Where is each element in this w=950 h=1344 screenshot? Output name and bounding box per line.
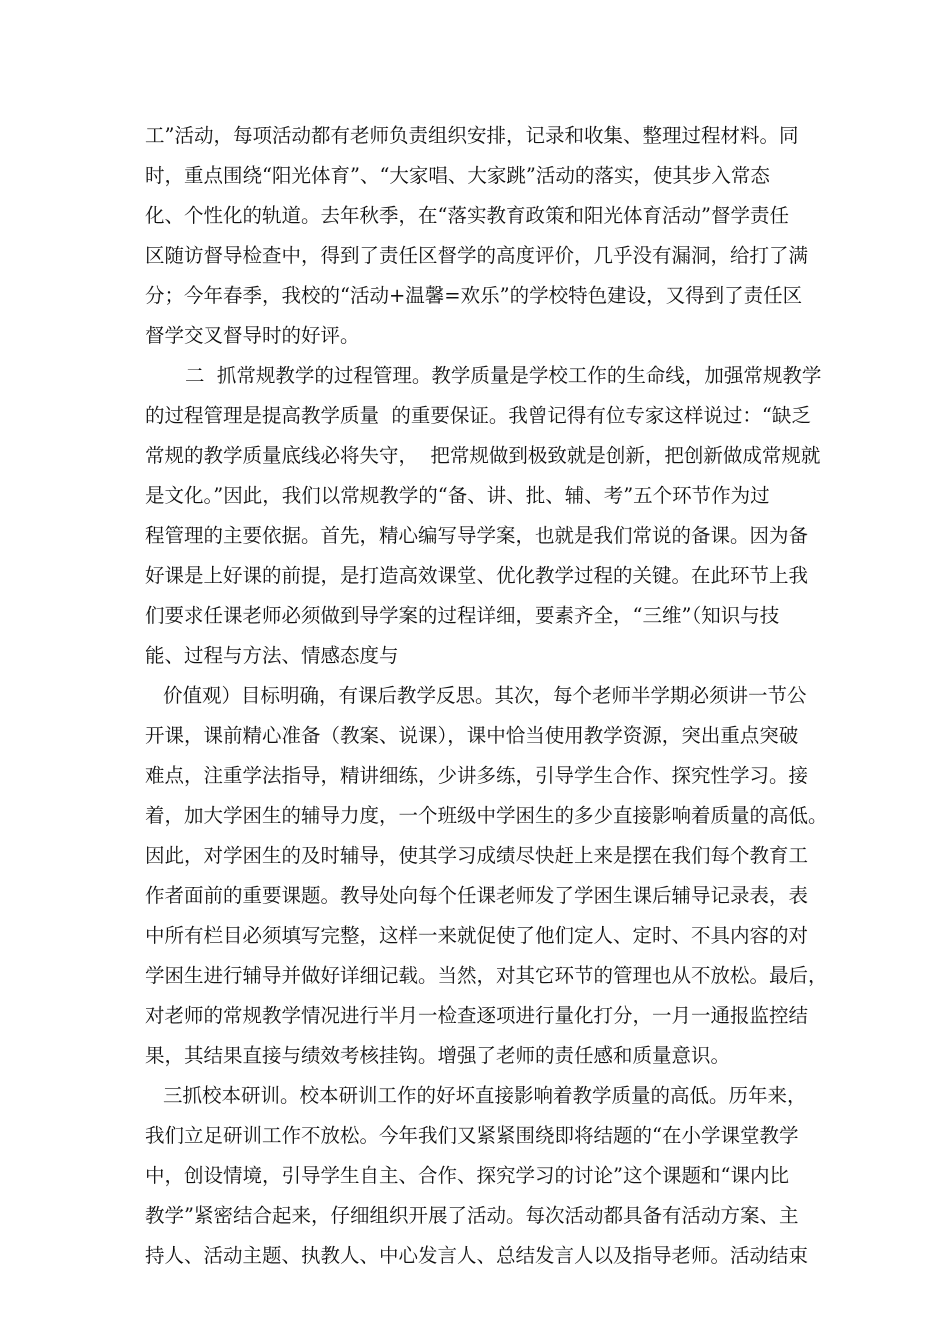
text-line: 二 抓常规教学的过程管理。教学质量是学校工作的生命线，加强常规教学 bbox=[185, 364, 822, 387]
text-line: 因此，对学困生的及时辅导，使其学习成绩尽快赶上来是摆在我们每个教育工 bbox=[145, 844, 809, 867]
text-line: 着，加大学困生的辅导力度，一个班级中学困生的多少直接影响着质量的高低。 bbox=[145, 804, 828, 827]
text-line: 化、个性化的轨道。去年秋季，在“落实教育政策和阳光体育活动”督学责任 bbox=[145, 204, 789, 227]
text-line: 我们立足研训工作不放松。今年我们又紧紧围绕即将结题的“在小学课堂教学 bbox=[145, 1124, 799, 1147]
text-line: 持人、活动主题、执教人、中心发言人、总结发言人以及指导老师。活动结束 bbox=[145, 1244, 809, 1267]
text-line: 程管理的主要依据。首先，精心编写导学案，也就是我们常说的备课。因为备 bbox=[145, 524, 809, 547]
text-line: 开课，课前精心准备（教案、说课），课中恰当使用教学资源，突出重点突破 bbox=[145, 724, 799, 747]
text-line: 能、过程与方法、情感态度与 bbox=[145, 644, 399, 667]
text-line: 常规的教学质量底线必将失守， 把常规做到极致就是创新，把创新做成常规就 bbox=[145, 444, 821, 467]
text-line: 督学交叉督导时的好评。 bbox=[145, 324, 360, 347]
text-line: 时，重点围绕“阳光体育”、“大家唱、大家跳”活动的落实，使其步入常态 bbox=[145, 164, 770, 187]
text-line: 们要求任课老师必须做到导学案的过程详细，要素齐全，“三维”（知识与技 bbox=[145, 604, 780, 627]
text-line: 的过程管理是提高教学质量 的重要保证。我曾记得有位专家这样说过：“缺乏 bbox=[145, 404, 811, 427]
text-line: 价值观）目标明确，有课后教学反思。其次，每个老师半学期必须讲一节公 bbox=[163, 684, 807, 707]
text-line: 对老师的常规教学情况进行半月一检查逐项进行量化打分，一月一通报监控结 bbox=[145, 1004, 809, 1027]
text-line: 是文化。”因此，我们以常规教学的“备、讲、批、辅、考”五个环节作为过 bbox=[145, 484, 770, 507]
text-line: 中所有栏目必须填写完整，这样一来就促使了他们定人、定时、不具内容的对 bbox=[145, 924, 809, 947]
text-line: 教学”紧密结合起来，仔细组织开展了活动。每次活动都具备有活动方案、主 bbox=[145, 1204, 799, 1227]
text-line: 作者面前的重要课题。教导处向每个任课老师发了学困生课后辅导记录表，表 bbox=[145, 884, 809, 907]
text-line: 学困生进行辅导并做好详细记载。当然，对其它环节的管理也从不放松。最后， bbox=[145, 964, 828, 987]
text-line: 果，其结果直接与绩效考核挂钩。增强了老师的责任感和质量意识。 bbox=[145, 1044, 731, 1067]
text-line: 三抓校本研训。校本研训工作的好坏直接影响着教学质量的高低。历年来， bbox=[163, 1084, 807, 1107]
text-line: 工”活动，每项活动都有老师负责组织安排，记录和收集、整理过程材料。同 bbox=[145, 124, 799, 147]
text-line: 分；今年春季，我校的“活动+温馨=欢乐”的学校特色建设，又得到了责任区 bbox=[145, 284, 803, 307]
text-line: 区随访督导检查中，得到了责任区督学的高度评价，几乎没有漏洞，给打了满 bbox=[145, 244, 809, 267]
text-line: 难点，注重学法指导，精讲细练，少讲多练，引导学生合作、探究性学习。接 bbox=[145, 764, 809, 787]
text-line: 好课是上好课的前提，是打造高效课堂、优化教学过程的关键。在此环节上我 bbox=[145, 564, 809, 587]
text-line: 中，创设情境，引导学生自主、合作、探究学习的讨论”这个课题和“课内比 bbox=[145, 1164, 789, 1187]
